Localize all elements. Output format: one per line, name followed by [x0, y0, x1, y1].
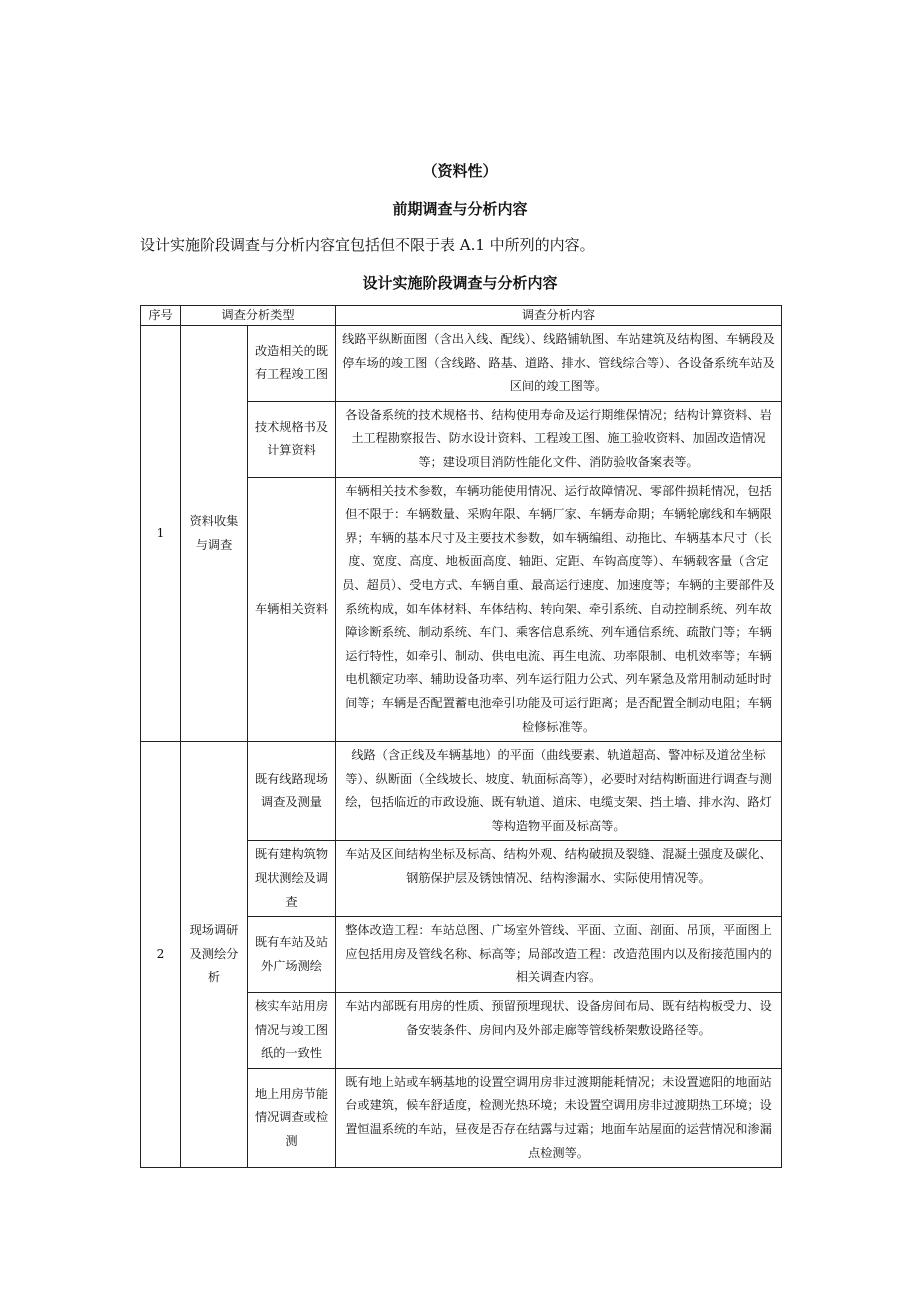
survey-item: 核实车站用房情况与竣工图纸的一致性 [248, 993, 336, 1069]
section-heading: 前期调查与分析内容 [392, 200, 528, 218]
header-content: 调查分析内容 [336, 306, 782, 326]
survey-item: 改造相关的既有工程竣工图 [248, 326, 336, 402]
survey-table [140, 305, 782, 1168]
survey-content: 既有地上站或车辆基地的设置空调用房非过渡期能耗情况；未设置遮阳的地面站台或建筑，候车舒适度，检测光热环境；未设置空调用房非过渡期热工环境；设置恒温系统的车站，昼夜是否存在结露与过霜；地面车站屋面的运营情况和渗漏点检测等。 [336, 1068, 782, 1167]
header-type: 调查分析类型 [181, 306, 336, 326]
survey-content: 各设备系统的技术规格书、结构使用寿命及运行期维保情况；结构计算资料、岩土工程勘察报告、防水设计资料、工程竣工图、施工验收资料、加固改造情况等；建设项目消防性能化文件、消防验收备案表等。 [336, 401, 782, 477]
survey-content: 整体改造工程：车站总图、广场室外管线、平面、立面、剖面、吊顶，平面图上应包括用房及管线名称、标高等；局部改造工程：改造范围内以及衔接范围内的相关调查内容。 [336, 917, 782, 993]
table-title: 设计实施阶段调查与分析内容 [362, 274, 558, 292]
survey-item: 车辆相关资料 [248, 477, 336, 742]
header-no: 序号 [141, 306, 181, 326]
table-row [141, 742, 782, 841]
row-number: 2 [141, 742, 181, 1168]
survey-type: 现场调研及测绘分析 [181, 742, 248, 1168]
survey-item: 既有建构筑物现状测绘及调查 [248, 841, 336, 917]
table-row [141, 326, 782, 402]
survey-item: 技术规格书及计算资料 [248, 401, 336, 477]
row-number: 1 [141, 326, 181, 742]
survey-item: 地上用房节能情况调查或检测 [248, 1068, 336, 1167]
survey-item: 既有线路现场调查及测量 [248, 742, 336, 841]
survey-content: 车站及区间结构坐标及标高、结构外观、结构破损及裂缝、混凝土强度及碳化、钢筋保护层及锈蚀情况、结构渗漏水、实际使用情况等。 [336, 841, 782, 917]
intro-paragraph: 设计实施阶段调查与分析内容宜包括但不限于表 A.1 中所列的内容。 [140, 236, 595, 254]
survey-content: 线路平纵断面图（含出入线、配线）、线路铺轨图、车站建筑及结构图、车辆段及停车场的竣工图（含线路、路基、道路、排水、管线综合等）、各设备系统车站及区间的竣工图等。 [336, 326, 782, 402]
table-header-row [141, 306, 782, 326]
survey-item: 既有车站及站外广场测绘 [248, 917, 336, 993]
annex-label: （资料性） [422, 162, 498, 180]
survey-content: 车辆相关技术参数，车辆功能使用情况、运行故障情况、零部件损耗情况，包括但不限于：车辆数量、采购年限、车辆厂家、车辆寿命期；车辆轮廓线和车辆限界；车辆的基本尺寸及主要技术参数，如车辆编组、动拖比、车辆基本尺寸（长度、宽度、高度、地板面高度、轴距、定距、车钩高度等）、车辆载客量（含定员、超员）、受电方式、车辆自重、最高运行速度、加速度等；车辆的主要部件及系统构成，如车体材料、车体结构、转向架、牵引系统、自动控制系统、列车故障诊断系统、制动系统、车门、乘客信息系统、列车通信系统、疏散门等；车辆运行特性，如牵引、制动、供电电流、再生电流、功率限制、电机效率等；车辆电机额定功率、辅助设备功率、列车运行阻力公式、列车紧急及常用制动延时时间等；车辆是否配置蓄电池牵引功能及可运行距离；是否配置全制动电阻；车辆检修标准等。 [336, 477, 782, 742]
survey-content: 线路（含正线及车辆基地）的平面（曲线要素、轨道超高、警冲标及道岔坐标等）、纵断面（全线坡长、坡度、轨面标高等），必要时对结构断面进行调查与测绘，包括临近的市政设施、既有轨道、道床、电缆支架、挡土墙、排水沟、路灯等构造物平面及标高等。 [336, 742, 782, 841]
survey-content: 车站内部既有用房的性质、预留预埋现状、设备房间布局、既有结构板受力、设备安装条件、房间内及外部走廊等管线桥架敷设路径等。 [336, 993, 782, 1069]
survey-type: 资料收集与调查 [181, 326, 248, 742]
